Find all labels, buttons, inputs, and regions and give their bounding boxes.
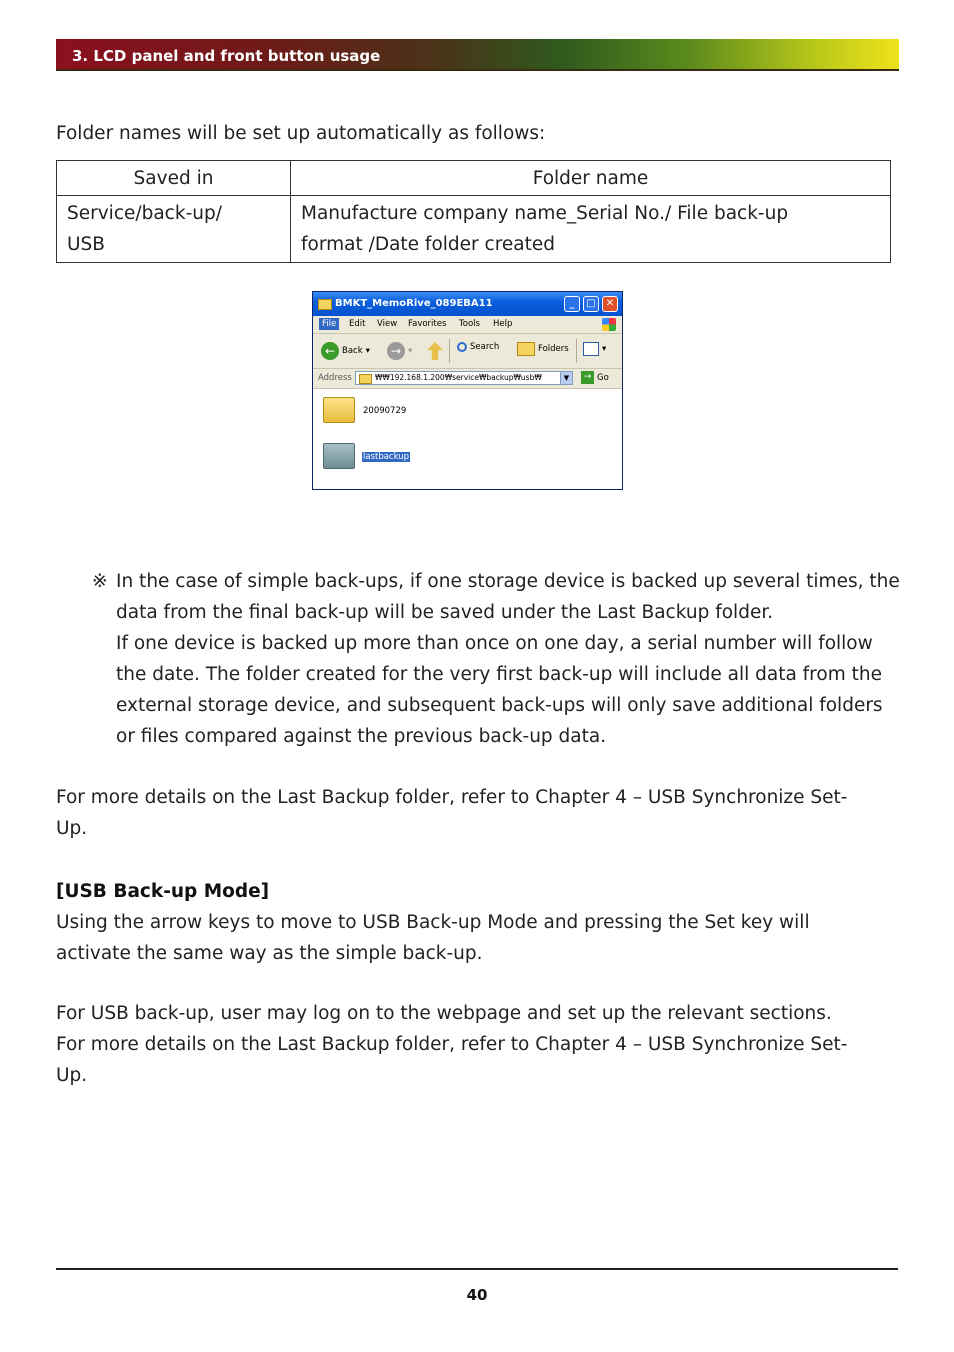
- folders-label: Folders: [538, 344, 569, 354]
- explorer-title-bar: [313, 292, 622, 316]
- chevron-down-icon: ▾: [365, 346, 370, 356]
- go-arrow-icon: →: [581, 371, 594, 384]
- forward-button[interactable]: [387, 342, 412, 360]
- minimize-button[interactable]: _: [564, 296, 580, 312]
- toolbar-divider: [449, 339, 450, 363]
- menu-tools[interactable]: Tools: [459, 319, 480, 329]
- folder-icon: [359, 374, 372, 384]
- cell-saved-in: Service/back-up/ USB: [57, 196, 291, 263]
- note-paragraph: If one device is backed up more than once on one day, a serial number will follow the date. The folder created for the very first back-up will include all data from the external storage device, and subsequent back-ups will only save additional folders or files compared against the previous back-up data.: [116, 633, 883, 747]
- note-paragraph: In the case of simple back-ups, if one storage device is backed up several times, the data from the final back-up will be saved under the Last Backup folder.: [116, 571, 900, 623]
- chevron-down-icon: ▼: [563, 374, 570, 382]
- go-button[interactable]: [581, 371, 609, 384]
- address-label: Address: [318, 373, 352, 383]
- intro-text: Folder names will be set up automatically as follows:: [56, 123, 546, 144]
- explorer-window-screenshot: [312, 291, 623, 490]
- back-arrow-icon: ←: [321, 342, 339, 360]
- menu-help[interactable]: Help: [493, 319, 513, 329]
- folder-icon[interactable]: [323, 443, 355, 469]
- chevron-down-icon: ▾: [408, 346, 413, 356]
- folder-view: [313, 389, 622, 490]
- note-mark: ※: [92, 571, 108, 592]
- usb-mode-heading: [USB Back-up Mode]: [56, 881, 270, 902]
- menu-edit[interactable]: Edit: [349, 319, 366, 329]
- folders-icon: [517, 342, 535, 356]
- header-saved-in: Saved in: [57, 161, 291, 196]
- address-input[interactable]: [355, 371, 573, 385]
- folder-name-20090729[interactable]: 20090729: [363, 406, 407, 416]
- explorer-title: BMKT_MemoRive_089EBA11: [335, 298, 493, 309]
- toolbar-divider: [576, 339, 577, 363]
- folder-name-table: [56, 160, 891, 263]
- search-icon: [457, 342, 467, 352]
- go-label: Go: [597, 372, 609, 383]
- folder-icon: [318, 299, 332, 310]
- explorer-toolbar: [313, 334, 622, 369]
- section-title: 3. LCD panel and front button usage: [72, 47, 381, 65]
- maximize-button[interactable]: □: [583, 296, 599, 312]
- explorer-menu-bar: [313, 316, 622, 334]
- close-button[interactable]: ✕: [602, 296, 618, 312]
- back-button[interactable]: [321, 342, 370, 360]
- note-block: [92, 566, 902, 752]
- address-bar: [313, 369, 622, 389]
- details-paragraph: For more details on the Last Backup folder, refer to Chapter 4 – USB Synchronize Set-Up.: [56, 787, 848, 839]
- forward-arrow-icon: →: [387, 342, 405, 360]
- section-header-bar: [56, 39, 899, 71]
- views-icon: [583, 342, 599, 356]
- address-dropdown-button[interactable]: [560, 371, 573, 385]
- folders-button[interactable]: [517, 342, 569, 356]
- usb-setup-paragraph: For USB back-up, user may log on to the webpage and set up the relevant sections.: [56, 1003, 832, 1024]
- folder-icon[interactable]: [323, 397, 355, 423]
- views-button[interactable]: [583, 342, 606, 356]
- chevron-down-icon: ▾: [602, 344, 607, 354]
- table-header-row: [57, 161, 891, 196]
- search-button[interactable]: [457, 342, 499, 352]
- page-number: 40: [466, 1286, 488, 1304]
- up-folder-button[interactable]: [427, 342, 443, 360]
- usb-mode-paragraph: Using the arrow keys to move to USB Back-up Mode and pressing the Set key will activate the same way as the simple back-up.: [56, 912, 810, 964]
- back-label: Back: [342, 346, 363, 356]
- header-folder-name: Folder name: [291, 161, 891, 196]
- folder-name-lastbackup[interactable]: lastbackup: [363, 452, 410, 462]
- menu-file[interactable]: File: [319, 318, 339, 330]
- details-paragraph: For more details on the Last Backup folder, refer to Chapter 4 – USB Synchronize Set-Up.: [56, 1034, 848, 1086]
- address-value: ₩₩192.168.1.200₩service₩backup₩usb₩: [375, 373, 542, 382]
- footer-divider: [56, 1268, 898, 1270]
- cell-folder-name: Manufacture company name_Serial No./ File back-up format /Date folder created: [291, 196, 891, 263]
- menu-favorites[interactable]: Favorites: [408, 319, 447, 329]
- table-row: [57, 196, 891, 263]
- up-folder-icon: [427, 342, 443, 360]
- menu-view[interactable]: View: [377, 319, 398, 329]
- windows-logo-icon: [602, 318, 616, 331]
- search-label: Search: [470, 342, 500, 352]
